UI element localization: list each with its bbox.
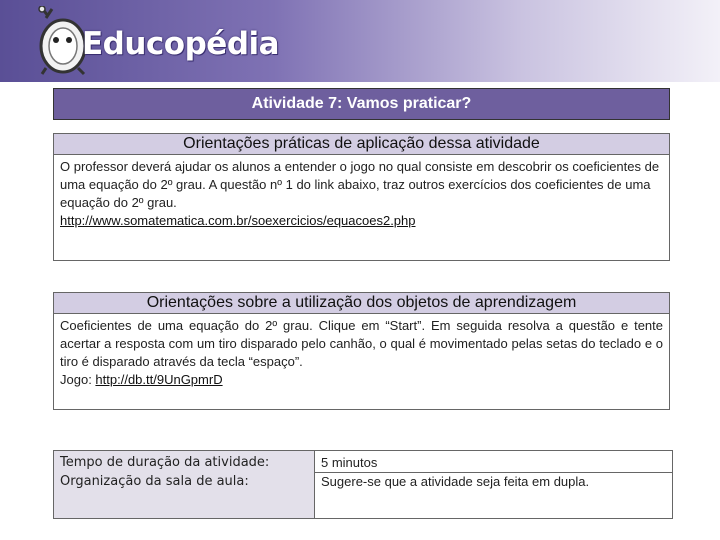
- guidelines-text: O professor deverá ajudar os alunos a entender o jogo no qual consiste em descobrir os coeficientes de uma equação do 2º grau. A questão nº 1 do link abaixo, traz outros exercícios dos coeficientes de uma equação do 2º grau.: [60, 159, 660, 210]
- organization-label: Organização da sala de aula:: [60, 474, 249, 489]
- section-heading: Orientações sobre a utilização dos objetos de aprendizagem: [54, 293, 669, 314]
- robot-mascot-icon: [39, 6, 85, 74]
- learning-objects-section: [53, 292, 670, 410]
- practical-guidelines-section: [53, 133, 670, 261]
- activity-title: Atividade 7: Vamos praticar?: [53, 88, 670, 120]
- section-body: [54, 314, 669, 389]
- instructions-text: Coeficientes de uma equação do 2º grau. Clique em “Start”. Em seguida resolva a questão e tente acertar a resposta com um tiro disparado pelo canhão, o qual é movimentado pelas setas do teclado e o tiro é disparado através da tecla “espaço”.: [60, 318, 663, 369]
- exercises-link[interactable]: http://www.somatematica.com.br/soexercicios/equacoes2.php: [60, 213, 416, 228]
- row-divider: [315, 472, 672, 473]
- game-label: Jogo:: [60, 372, 96, 387]
- section-body: [54, 155, 669, 230]
- organization-value: Sugere-se que a atividade seja feita em dupla.: [321, 474, 590, 489]
- header-banner: [0, 0, 720, 82]
- info-values: [315, 451, 672, 518]
- activity-info-table: [53, 450, 673, 519]
- game-link[interactable]: http://db.tt/9UnGpmrD: [95, 372, 223, 387]
- duration-label: Tempo de duração da atividade:: [60, 455, 270, 470]
- duration-value: 5 minutos: [321, 455, 378, 470]
- section-heading: Orientações práticas de aplicação dessa atividade: [54, 134, 669, 155]
- info-labels: [54, 451, 315, 518]
- logo-text: Educopédia: [82, 26, 280, 62]
